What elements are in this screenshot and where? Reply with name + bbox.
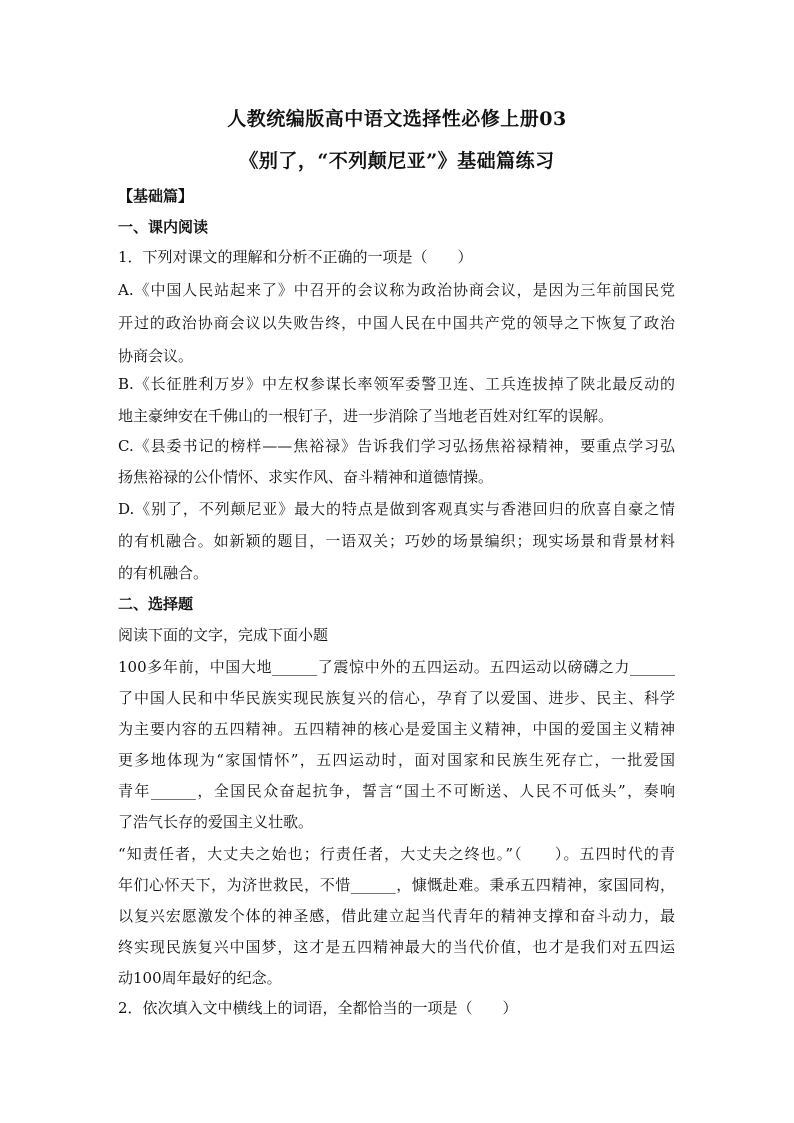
- option-a-line: A.《中国人民站起来了》中召开的会议称为政治协商会议，是因为三年前国民党: [118, 281, 675, 299]
- passage-line: “知责任者，大丈夫之始也；行责任者，大丈夫之终也。”（ ）。五四时代的青: [118, 845, 675, 863]
- option-d-line: 的有机融合。如新颖的题目，一语双关；巧妙的场景编织；现实场景和背景材料: [118, 532, 675, 550]
- option-c-line: C.《县委书记的榜样——焦裕禄》告诉我们学习弘扬焦裕禄精神，要重点学习弘: [118, 437, 675, 455]
- passage-line: 动100周年最好的纪念。: [118, 969, 282, 987]
- passage-line: 青年______，全国民众奋起抗争，誓言“国土不可断送、人民不可低头”，奏响: [118, 782, 675, 800]
- question-1-stem: 1．下列对课文的理解和分析不正确的一项是（ ）: [118, 248, 473, 266]
- option-a-line: 协商会议。: [118, 347, 194, 365]
- document-subtitle: 《别了，“不列颠尼亚”》基础篇练习: [239, 150, 555, 172]
- passage-line: 更多地体现为“家国情怀”，五四运动时，面对国家和民族生死存亡，一批爱国: [118, 751, 675, 769]
- document-title: 人教统编版高中语文选择性必修上册03: [227, 108, 567, 130]
- passage-line: 为主要内容的五四精神。五四精神的核心是爱国主义精神，中国的爱国主义精神: [118, 720, 675, 738]
- option-d-line: D.《别了，不列颠尼亚》最大的特点是做到客观真实与香港回归的欣喜自豪之情: [118, 500, 675, 518]
- passage-line: 终实现民族复兴中国梦，这才是五四精神最大的当代价值，也才是我们对五四运: [118, 938, 675, 956]
- option-a-line: 开过的政治协商会议以失败告终，中国人民在中国共产党的领导之下恢复了政治: [118, 314, 675, 332]
- part2-heading: 二、选择题: [118, 595, 194, 613]
- passage-line: 100多年前，中国大地______了震惊中外的五四运动。五四运动以磅礴之力______: [118, 658, 675, 676]
- passage-line: 年们心怀天下，为济世救民，不惜______，慷慨赴难。秉承五四精神，家国同构，: [118, 876, 675, 894]
- passage-line: 了中国人民和中华民族实现民族复兴的信心，孕育了以爱国、进步、民主、科学: [118, 689, 675, 707]
- passage-line: 以复兴宏愿激发个体的神圣感，借此建立起当代青年的精神支撑和奋斗动力，最: [118, 907, 675, 925]
- option-b-line: 地主豪绅安在千佛山的一根钉子，进一步消除了当地老百姓对红军的误解。: [118, 407, 614, 425]
- part1-heading: 一、课内阅读: [118, 218, 209, 236]
- option-d-line: 的有机融合。: [118, 564, 209, 582]
- question-2-stem: 2．依次填入文中横线上的词语，全都恰当的一项是（ ）: [118, 999, 518, 1017]
- option-b-line: B.《长征胜利万岁》中左权参谋长率领军委警卫连、工兵连拔掉了陕北最反动的: [118, 375, 675, 393]
- section-label: 【基础篇】: [118, 187, 194, 205]
- passage-line: 了浩气长存的爱国主义壮歌。: [118, 813, 314, 831]
- reading-instruction: 阅读下面的文字，完成下面小题: [118, 626, 329, 644]
- option-c-line: 扬焦裕禄的公仆情怀、求实作风、奋斗精神和道德情操。: [118, 468, 494, 486]
